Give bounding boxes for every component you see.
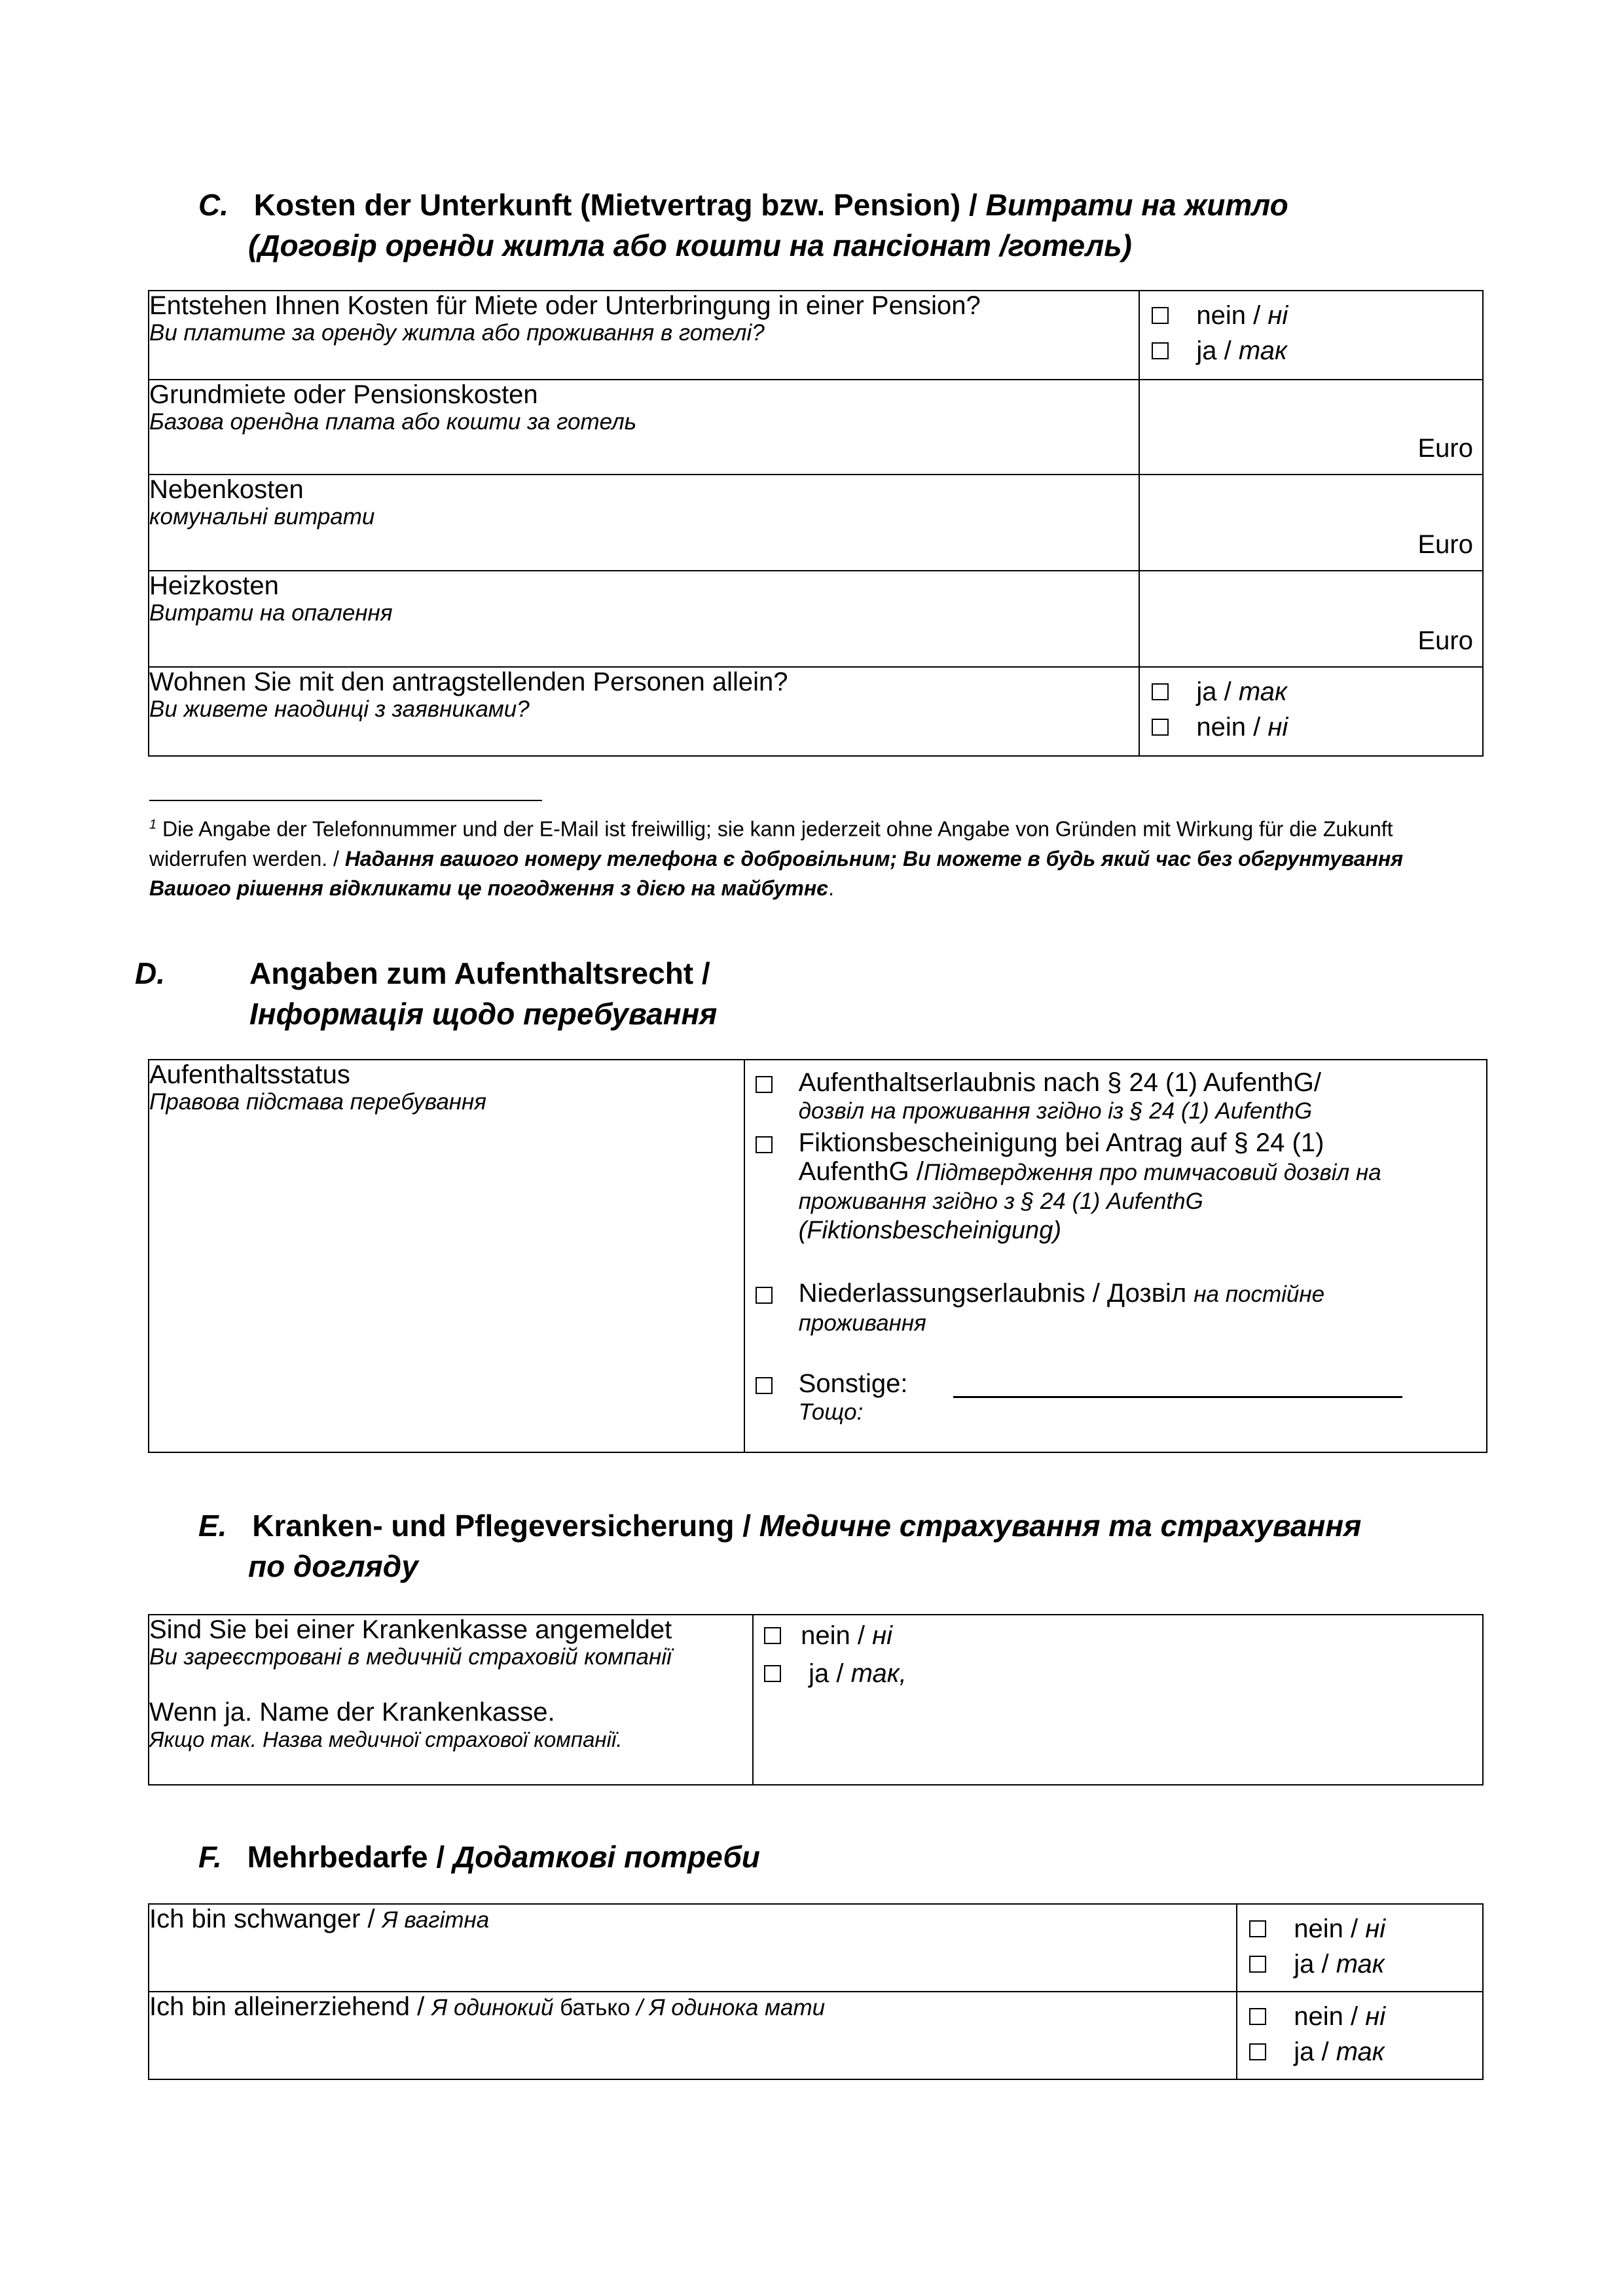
option-ja[interactable]: ja / так xyxy=(1152,333,1482,368)
question-text: Ich bin alleinerziehend / Я одинокий батько / Я одинока мати xyxy=(149,1992,826,2021)
table-row xyxy=(149,667,1483,756)
health-insurance-table xyxy=(148,1614,1484,1785)
section-title-continued: по догляду xyxy=(248,1549,418,1583)
section-title: Mehrbedarfe / Додаткові потреби xyxy=(247,1840,760,1874)
question-uk: Базова орендна плата або кошти за готель xyxy=(149,409,637,435)
footnote-rule xyxy=(149,800,542,801)
amount-field[interactable] xyxy=(1139,475,1483,571)
answer-cell xyxy=(1139,291,1483,380)
answer-cell xyxy=(1139,667,1483,756)
section-letter: E. xyxy=(198,1509,227,1543)
residence-status-table xyxy=(148,1059,1487,1453)
question-uk: Ви платите за оренду житла або проживання в готелі? xyxy=(149,320,765,346)
checkbox[interactable] xyxy=(756,1287,773,1304)
checkbox[interactable] xyxy=(756,1136,773,1153)
section-letter: C. xyxy=(198,188,228,222)
question-cell xyxy=(149,1060,744,1452)
answer-cell xyxy=(1237,1992,1483,2079)
checkbox[interactable] xyxy=(1152,719,1169,736)
question-de: Wenn ja. Name der Krankenkasse. xyxy=(149,1698,555,1727)
question-de: Sind Sie bei einer Krankenkasse angemeldet xyxy=(149,1615,672,1644)
checkbox[interactable] xyxy=(1249,2043,1266,2060)
question-uk: Правова підстава перебування xyxy=(149,1089,487,1115)
answer-cell xyxy=(753,1615,1483,1785)
question-cell xyxy=(149,667,1139,756)
table-row xyxy=(149,1992,1483,2079)
question-cell xyxy=(149,475,1139,571)
checkbox[interactable] xyxy=(756,1377,773,1394)
section-title: Kranken- und Pflegeversicherung / Медичне страхування та страхування xyxy=(252,1509,1362,1543)
currency-label: Euro xyxy=(1417,626,1473,655)
checkbox[interactable] xyxy=(1152,683,1169,700)
checkbox[interactable] xyxy=(756,1076,773,1093)
answer-cell xyxy=(744,1060,1487,1452)
table-row xyxy=(149,1904,1483,1992)
question-text: Ich bin schwanger / Я вагітна xyxy=(149,1905,490,1933)
option-ja[interactable]: ja / так xyxy=(1249,1946,1482,1982)
option-nein[interactable]: nein / ні xyxy=(1249,1911,1482,1946)
question-cell xyxy=(149,1992,1237,2079)
question-uk: Ви живете наодинці з заявниками? xyxy=(149,696,530,722)
question-uk: Ви зареєстровані в медичній страховій компанії xyxy=(149,1644,672,1670)
option-ja[interactable]: ja / так xyxy=(1249,2034,1482,2070)
additional-needs-table xyxy=(148,1903,1484,2080)
checkbox[interactable] xyxy=(764,1627,781,1644)
table-row xyxy=(149,380,1483,475)
section-f-heading xyxy=(198,1837,760,1877)
footnote-mark: 1 xyxy=(149,817,157,832)
question-cell xyxy=(149,1904,1237,1992)
footnote: $^1$ Die Angabe der Telefonnummer und der E-Mail ist freiwillig; sie kann jederzeit ohne Angabe von Gründen mit Wirkung für die Zukunft widerrufen werden. / Надання вашого номеру телефона є добровільним; Ви можете в будь який час без обгрунтування Вашого рішення відкликати це погодження з дією на майбутнє. xyxy=(149,817,1404,900)
housing-costs-table xyxy=(148,290,1484,757)
option-sonstige[interactable]: Sonstige: Тощо: xyxy=(756,1369,1486,1427)
option-aufenthaltserlaubnis[interactable]: Aufenthaltserlaubnis nach § 24 (1) AufenthG/ дозвіл на проживання згідно із § 24 (1) AufenthG xyxy=(756,1068,1486,1126)
amount-field[interactable] xyxy=(1139,380,1483,475)
question-cell xyxy=(149,291,1139,380)
question-de: Heizkosten xyxy=(149,571,279,600)
table-row xyxy=(149,475,1483,571)
section-title: Kosten der Unterkunft (Mietvertrag bzw. Pension) / Витрати на житло xyxy=(253,188,1288,222)
section-title-continued: (Договір оренди житла або кошти на пансіонат /готель) xyxy=(248,228,1132,262)
checkbox[interactable] xyxy=(764,1665,781,1682)
question-cell xyxy=(149,571,1139,667)
option-nein[interactable]: nein / ні xyxy=(1152,709,1482,745)
question-uk: комунальні витрати xyxy=(149,504,375,529)
question-de: Wohnen Sie mit den antragstellenden Personen allein? xyxy=(149,668,788,696)
option-fiktionsbescheinigung[interactable]: Fiktionsbescheinigung bei Antrag auf § 24 (1) AufenthG /Підтвердження про тимчасовий дозвіл на проживання згідно з § 24 (1) AufenthG (Fiktionsbescheinigung) xyxy=(756,1128,1486,1245)
checkbox[interactable] xyxy=(1152,342,1169,359)
checkbox[interactable] xyxy=(1249,1956,1266,1973)
question-de: Grundmiete oder Pensionskosten xyxy=(149,380,538,409)
amount-field[interactable] xyxy=(1139,571,1483,667)
option-nein[interactable]: nein / ні xyxy=(1152,298,1482,333)
table-row xyxy=(149,1060,1487,1452)
currency-label: Euro xyxy=(1417,530,1473,559)
question-cell xyxy=(149,1615,753,1785)
question-cell xyxy=(149,380,1139,475)
section-letter: D. xyxy=(135,956,165,990)
section-c-heading xyxy=(198,185,1288,266)
checkbox[interactable] xyxy=(1152,307,1169,324)
section-e-heading xyxy=(198,1505,1361,1587)
question-uk: Витрати на опалення xyxy=(149,600,393,626)
option-nein[interactable]: nein / ні xyxy=(764,1618,1482,1653)
question-de: Entstehen Ihnen Kosten für Miete oder Unterbringung in einer Pension? xyxy=(149,291,981,320)
question-de: Aufenthaltsstatus xyxy=(149,1060,350,1089)
currency-label: Euro xyxy=(1417,434,1473,463)
table-row xyxy=(149,291,1483,380)
table-row xyxy=(149,571,1483,667)
sonstige-input-line[interactable] xyxy=(953,1376,1402,1398)
table-row xyxy=(149,1615,1483,1785)
question-de: Nebenkosten xyxy=(149,475,304,504)
checkbox[interactable] xyxy=(1249,2008,1266,2025)
option-nein[interactable]: nein / ні xyxy=(1249,1999,1482,2034)
option-ja[interactable]: ja / так, xyxy=(764,1656,1482,1691)
answer-cell xyxy=(1237,1904,1483,1992)
option-niederlassungserlaubnis[interactable]: Niederlassungserlaubnis / Дозвіл на постійне проживання xyxy=(756,1279,1486,1338)
question-uk: Якщо так. Назва медичної страхової компанії. xyxy=(149,1727,623,1751)
option-ja[interactable]: ja / так xyxy=(1152,674,1482,709)
checkbox[interactable] xyxy=(1249,1920,1266,1937)
section-letter: F. xyxy=(198,1840,222,1874)
section-d-heading: Angaben zum Aufenthaltsrecht / Інформація щодо перебування xyxy=(249,956,718,1031)
